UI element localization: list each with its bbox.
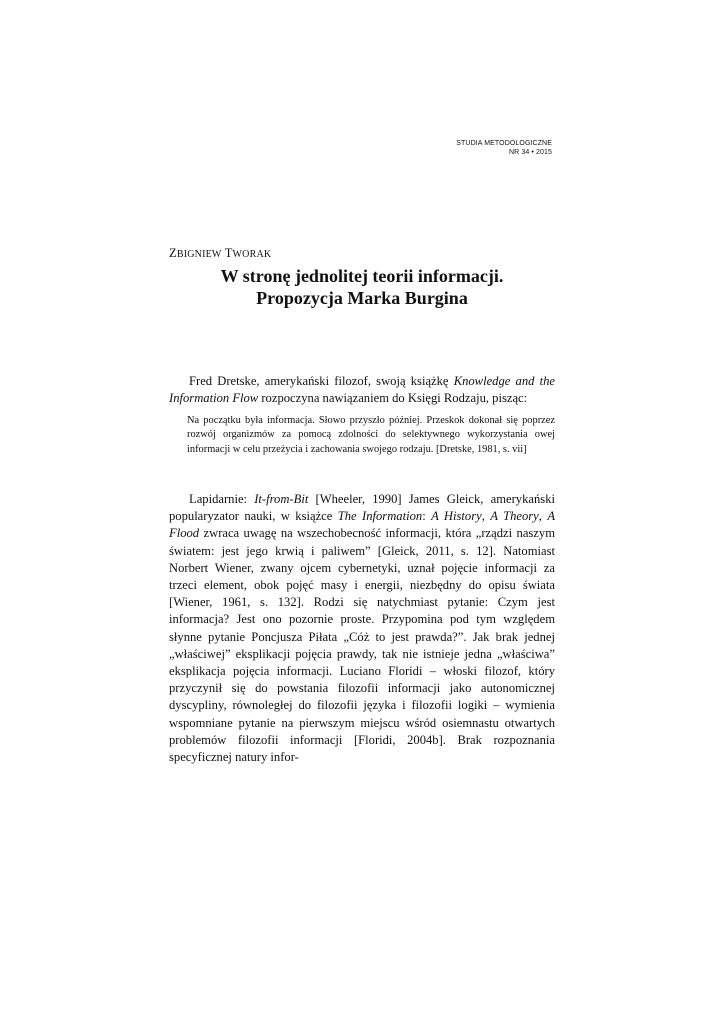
body-t4: ,: [481, 509, 491, 524]
intro-book-title: Knowledge and the Information Flow: [169, 374, 555, 406]
body-it1: It-from-Bit: [254, 492, 309, 506]
author-last-rest: WORAK: [232, 249, 272, 260]
intro-paragraph: [169, 373, 555, 407]
body-it5: A Flood: [169, 509, 556, 541]
body-t5: ,: [538, 509, 548, 524]
body-t2: [Wheeler, 1990] James Gleick, amerykański popularyzator nauki, w książce: [169, 492, 555, 524]
body-t1: Lapidarnie:: [189, 492, 255, 506]
title-line-2: Propozycja Marka Burgina: [256, 288, 468, 308]
journal-name: STUDIA METODOLOGICZNE: [456, 140, 552, 147]
author-first-initial: Z: [169, 246, 177, 260]
body-it4: A Theory: [490, 509, 539, 524]
intro-text-b: rozpoczyna nawiązaniem do Księgi Rodzaju, pisząc:: [258, 391, 528, 406]
author-first-rest: BIGNIEW: [176, 249, 222, 260]
title-line-1: W stronę jednolitej teorii informacji.: [220, 266, 504, 286]
body-it2: The Information: [337, 509, 423, 524]
journal-header: [456, 139, 552, 157]
body-paragraph: [169, 491, 555, 766]
body-t6: zwraca uwagę na wszechobecność informacji, która „rządzi naszym światem: jest jego krwią i paliwem” [Gleick, 2011, s. 12]. Natomiast Norbert Wiener, zwany ojcem cybernetyki, uznał pojęcie informacji za trzeci element, obok pojęć masy i energii, niezbędny do opisu świata [Wiener, 1961, s. 132]. Rodzi się natychmiast pytanie: Czym jest informacja? Jest ono pozornie proste. Przypomina pod tym względem słynne pytanie Poncjusza Piłata „Cóż to jest prawda?”. Jak brak jednej „właściwej” eksplikacji pojęcia prawdy, tak nie istnieje jedna „właściwa” eksplikacja pojęcia informacji. Luciano Floridi – włoski filozof, który przyczynił się do powstania filozofii informacji jako autonomicznej dyscypliny, równoległej do filozofii języka i filozofii logiki – wymienia wspomniane pytanie na pierwszym miejscu wśród osiemnastu otwartych problemów filozofii informacji [Floridi, 2004b]. Brak rozpoznania specyficznej natury infor-: [169, 526, 555, 765]
block-quote: Na początku była informacja. Słowo przyszło później. Przeskok dokonał się poprzez rozwój organizmów za pomocą zdolności do selektywnego wykorzystania owej informacji w celu przeżycia i zachowania swojego rodzaju. [Dretske, 1981, s. vii]: [187, 415, 555, 455]
journal-issue: NR 34 • 2015: [509, 149, 552, 156]
author-last-initial: T: [224, 246, 233, 260]
author-name: [169, 246, 271, 261]
intro-text-a: Fred Dretske, amerykański filozof, swoją książkę: [189, 374, 454, 388]
body-t3: :: [422, 509, 432, 524]
article-title: [169, 265, 555, 309]
body-it3: A History: [431, 509, 482, 524]
